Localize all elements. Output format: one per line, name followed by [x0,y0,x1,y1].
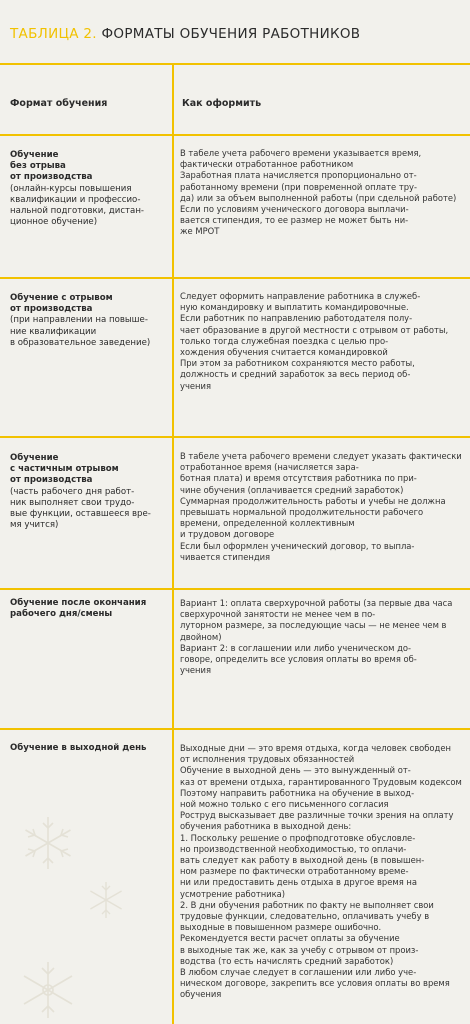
table-heading: ФОРМАТЫ ОБУЧЕНИЯ РАБОТНИКОВ [96,26,361,42]
column-header-format: Формат обучения [10,98,108,109]
column-header-how: Как оформить [182,98,262,109]
snowflake-icon [18,960,78,1020]
row-1-note: (онлайн-курсы повышения квалификации и профессио- нальной подготовки, дистан- ционное обучение) [10,183,145,228]
row-1-title: Обучение без отрыва от производства [10,150,93,183]
row-2-note: (при направлении на повыше- ние квалификации в образовательное заведение) [10,315,151,348]
row-2-title: Обучение с отрывом от производства [10,293,113,315]
row-4-body: Вариант 1: оплата сверхурочной работы (за первые два часа сверхурочной занятости не менее чем в по- луторном размере, за последующие часы — не менее чем в двойном) Вариант 2: в соглашении или либо ученическом до- говоре, определить все условия оплаты во время об- учения [180,598,453,676]
row-divider [0,277,470,279]
row-5-title: Обучение в выходной день [10,743,147,753]
row-1-body: В табеле учета рабочего времени указывается время, фактически отработанное работником Заработная плата начисляется пропорционально от- работанному времени (при повременной оплате тру- да) или за объем выполненной работы (при сдельной работе) Если по условиям ученического договора выплачи- вается стипендия, то ее размер не может быть ни- же МРОТ [180,148,457,237]
row-3-body: В табеле учета рабочего времени следует указать фактически отработанное время (начисляется зара- ботная плата) и время отсутствия работника по при- чине обучения (оплачивается средний заработок) Суммарная продолжительность работы и учебы не должна превышать нормальной продолжительности рабочего времени, определенной коллективным и трудовом договоре Если был оформлен ученический договор, то выпла- чивается стипендия [180,451,462,562]
snowflake-icon [86,880,126,920]
top-divider [0,63,470,65]
row-1-format [10,150,166,228]
row-5-body: Выходные дни — это время отдыха, когда человек свободен от исполнения трудовых обязанностей Обучение в выходной день — это вынужденный от- каз от времени отдыха, гарантированного Трудовым кодексом Поэтому направить работника на обучение в выход- ной можно только с его письменного согласия Роструд высказывает две различные точки зрения на оплату обучения работника в выходной день: 1. Поскольку решение о профподготовке обусловле- но производственной необходимостью, то оплачи- вать следует как работу в выходной день (в повышен- ном размере по фактически отработанному време- ни или предоставить день отдыха в другое время на усмотрение работника) 2. В дни обучения работник по факту не выполняет свои трудовые функции, следовательно, оплачивать учебу в выходные в повышенном размере ошибочно. Рекомендуется вести расчет оплаты за обучение в выходные так же, как за учебу с отрывом от произ- водства (то есть начислять средний заработок) В любом случае следует в соглашении или либо уче- ническом договоре, закрепить все условия оплаты во время обучения [180,743,462,1000]
row-5-format [10,743,166,754]
row-4-format [10,598,166,620]
table-number: ТАБЛИЦА 2. [10,26,97,42]
row-2-format [10,293,166,349]
row-2-body: Следует оформить направление работника в служеб- ную командировку и выплатить командировочные. Если работник по направлению работодателя полу- чает образование в другой местности с отрывом от работы, только тогда служебная поездка с целью про- хождения обучения считается командировкой При этом за работником сохраняются место работы, должность и средний заработок за весь период об- учения [180,291,449,391]
snowflake-icon [20,815,76,871]
row-3-note: (часть рабочего дня работ- ник выполняет свои трудо- вые функции, оставшееся вре- мя учится) [10,486,151,531]
row-divider [0,728,470,730]
row-4-title: Обучение после окончания рабочего дня/смены [10,598,147,620]
table-title [10,26,360,42]
row-divider [0,436,470,438]
row-divider [0,588,470,590]
row-3-format [10,453,166,531]
column-divider [172,63,174,1024]
row-3-title: Обучение с частичным отрывом от производства [10,453,119,486]
header-divider [0,134,470,136]
